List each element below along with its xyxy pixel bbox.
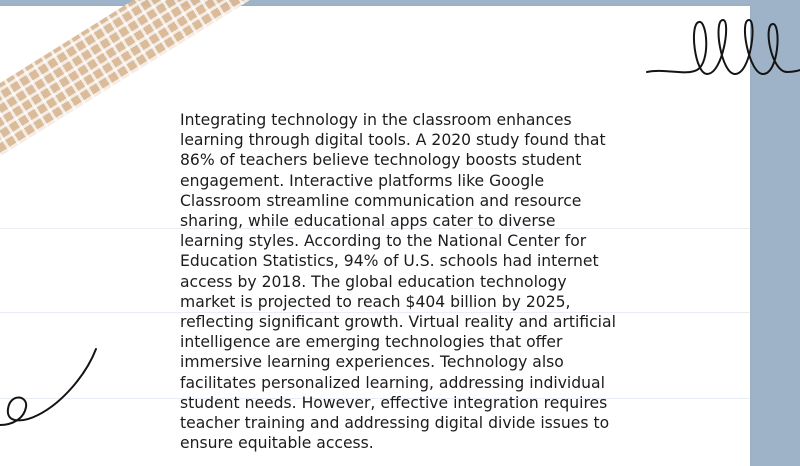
scribble-loops-decoration: [645, 14, 800, 84]
note-body-text: Integrating technology in the classroom enhances learning through digital tools. A 2020 study found that 86% of teachers believe technology boosts student engagement. Interactive platforms like Google Classroom streamline communication and resource sharing, while educational apps cater to diverse learning styles. According to the National Center for Education Statistics, 94% of U.S. schools had internet access by 2018. The global education technology market is projected to reach $404 billion by 2025, reflecting significant growth. Virtual reality and artificial intelligence are emerging technologies that offer immersive learning experiences. Technology also facilitates personalized learning, addressing individual student needs. However, effective integration requires teacher training and addressing digital divide issues to ensure equitable access.: [180, 111, 616, 453]
scribble-loop-decoration: [0, 345, 110, 435]
